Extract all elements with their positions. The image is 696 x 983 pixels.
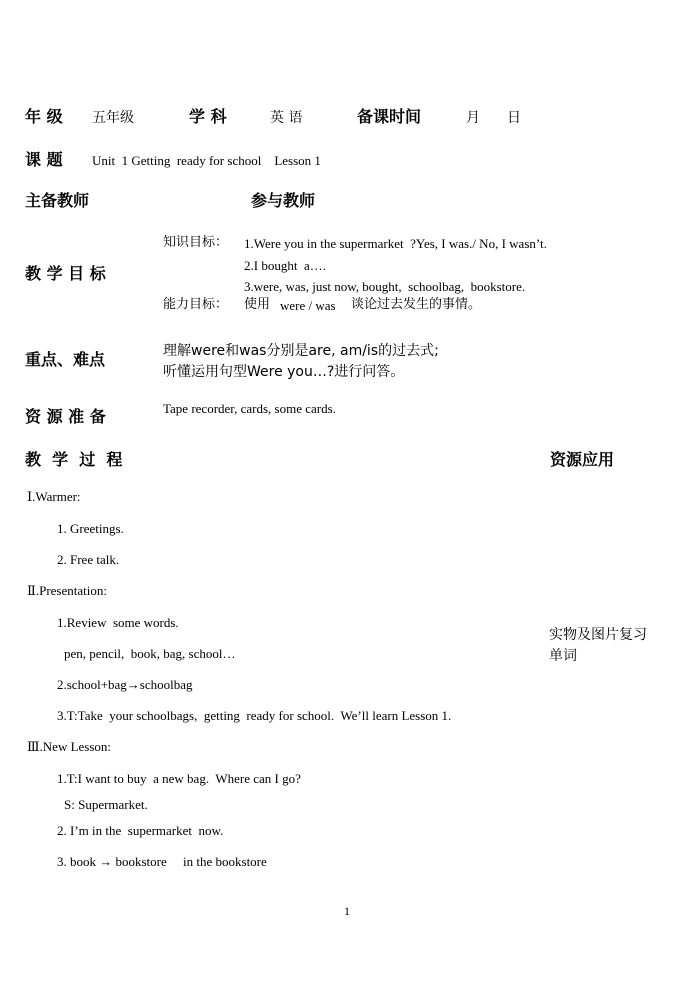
ability-text-part: 使用 xyxy=(244,297,275,312)
process-line: 1.T:I want to buy a new bag. Where can I go? xyxy=(57,771,301,786)
subject-label: 学 科 xyxy=(189,107,227,126)
key-point-line: 听懂运用句型Were you…?进行问答。 xyxy=(163,364,405,380)
participant-teacher-label: 参与教师 xyxy=(251,191,316,210)
process-line: pen, pencil, book, bag, school… xyxy=(64,646,236,661)
subject-value: 英 语 xyxy=(270,110,303,126)
key-point-line: 理解were和was分别是are, am/is的过去式; xyxy=(163,343,439,359)
knowledge-objective-label: 知识目标： xyxy=(163,235,229,250)
knowledge-item: 3.were, was, just now, bought, schoolbag, bookstore. xyxy=(244,279,526,294)
prep-time-label: 备课时间 xyxy=(357,107,422,126)
process-line: 2. Free talk. xyxy=(57,552,120,567)
section-heading-warmer: Ⅰ.Warmer: xyxy=(27,489,81,504)
resource-note-line: 单词 xyxy=(549,648,577,664)
day-label: 日 xyxy=(507,110,521,126)
grade-label: 年 级 xyxy=(25,107,63,126)
section-heading-presentation: Ⅱ.Presentation: xyxy=(27,583,107,598)
ability-objective-label: 能力目标： xyxy=(163,297,229,312)
ability-text-part: were / was xyxy=(280,298,339,313)
resources-label: 资 源 准 备 xyxy=(25,407,106,426)
key-points-label: 重点、难点 xyxy=(25,350,106,369)
section-heading-new-lesson: Ⅲ.New Lesson: xyxy=(27,739,112,754)
knowledge-item: 2.I bought a…. xyxy=(244,258,326,273)
process-line: 1.Review some words. xyxy=(57,615,179,630)
topic-label: 课 题 xyxy=(25,150,63,169)
process-line: 2. I’m in the supermarket now. xyxy=(57,823,224,838)
objectives-label: 教 学 目 标 xyxy=(25,264,106,283)
resource-use-title: 资源应用 xyxy=(550,450,615,469)
process-line: 1. Greetings. xyxy=(57,521,124,536)
resource-note-line: 实物及图片复习 xyxy=(549,627,647,643)
topic-value: Unit 1 Getting ready for school Lesson 1 xyxy=(92,153,321,168)
process-line: 3. book → bookstore in the bookstore xyxy=(57,854,267,869)
page-number: 1 xyxy=(344,904,350,918)
process-line: 2.school+bag→schoolbag xyxy=(57,677,193,692)
process-title: 教 学 过 程 xyxy=(25,450,123,469)
month-label: 月 xyxy=(466,110,480,126)
knowledge-item: 1.Were you in the supermarket ?Yes, I was./ No, I wasn’t. xyxy=(244,236,547,251)
process-line: 3.T:Take your schoolbags, getting ready for school. We’ll learn Lesson 1. xyxy=(57,708,452,723)
main-teacher-label: 主备教师 xyxy=(25,191,90,210)
resources-value: Tape recorder, cards, some cards. xyxy=(163,401,336,416)
ability-text-part: 谈论过去发生的事情。 xyxy=(351,297,482,312)
process-line: S: Supermarket. xyxy=(64,797,148,812)
grade-value: 五年级 xyxy=(92,110,134,126)
